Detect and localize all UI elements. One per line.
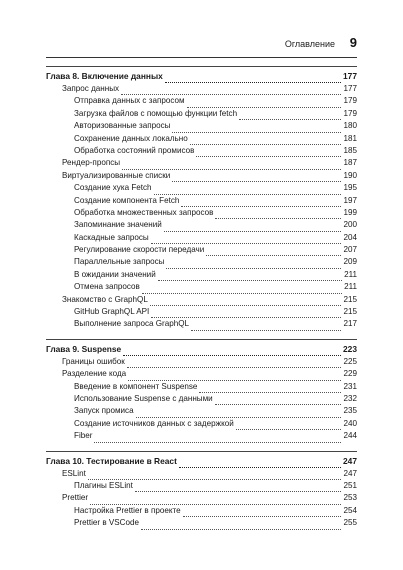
dot-leader [151,308,341,318]
subsection-entry [46,256,357,268]
dot-leader [164,222,342,232]
dot-leader [154,185,342,195]
subsection-entry [46,244,357,256]
subsection-entry [46,195,357,207]
entry-page-number: 217 [343,319,357,329]
dot-leader [239,110,341,120]
entry-title: Глава 8. Включение данных [46,71,163,81]
subsection-entry [46,207,357,219]
entry-title: Выполнение запроса GraphQL [74,319,190,329]
entry-page-number: 180 [343,121,357,131]
entry-page-number: 211 [344,282,357,292]
entry-page-number: 251 [343,480,357,490]
dot-leader [181,197,341,207]
entry-page-number: 195 [343,183,357,193]
subsection-entry [46,393,357,405]
entry-page-number: 225 [343,356,357,366]
entry-title: ESLint [62,468,86,478]
page-header [46,33,357,58]
section-entry [46,170,357,182]
dot-leader [165,73,341,83]
entry-page-number: 231 [343,381,357,391]
entry-title: Загрузка файлов с помощью функции fetch [74,108,238,118]
section-entry [46,294,357,306]
entry-title: Разделение кода [62,369,127,379]
subsection-entry [46,133,357,145]
subsection-entry [46,430,357,442]
entry-title: Настройка Prettier в проекте [74,505,181,515]
chapter-entry [46,454,357,468]
dot-leader [215,395,342,405]
entry-title: Рендер-пропсы [62,158,121,168]
entry-page-number: 190 [343,170,357,180]
dot-leader [196,147,341,157]
dot-leader [206,246,341,256]
entry-title: Отмена запросов [74,282,140,292]
chapter-section [46,66,357,331]
entry-title: GitHub GraphQL API [74,307,150,317]
entry-page-number: 247 [343,468,357,478]
section-entry [46,157,357,169]
entry-page-number: 211 [344,269,357,279]
entry-title: Создание компонента Fetch [74,195,180,205]
entry-page-number: 179 [343,108,357,118]
running-title: Оглавление [284,39,335,49]
entry-title: Prettier [62,493,89,503]
entry-page-number: 207 [343,245,357,255]
dot-leader [94,433,341,443]
section-entry [46,368,357,380]
entry-page-number: 199 [343,207,357,217]
dot-leader [199,383,341,393]
entry-page-number: 187 [343,158,357,168]
dot-leader [90,495,341,505]
section-entry [46,83,357,95]
subsection-entry [46,281,357,293]
entry-title: Введение в компонент Suspense [74,381,198,391]
entry-title: Глава 9. Suspense [46,343,122,354]
entry-title: Запрос данных [62,83,120,93]
entry-page-number: 181 [343,133,357,143]
entry-title: Регулирование скорости передачи [74,245,205,255]
chapter-section [46,339,357,443]
dot-leader [190,135,342,145]
entry-page-number: 185 [343,145,357,155]
entry-title: Виртуализированные списки [62,170,171,180]
dot-leader [123,346,341,356]
page-number: 9 [349,35,357,50]
dot-leader [172,172,341,182]
entry-title: Использование Suspense с данными [74,393,213,403]
section-entry [46,356,357,368]
entry-title: Знакомство с GraphQL [62,294,148,304]
entry-title: Каскадные запросы [74,232,149,242]
dot-leader [122,160,341,170]
entry-page-number: 240 [343,418,357,428]
subsection-entry [46,381,357,393]
subsection-entry [46,505,357,517]
dot-leader [150,296,342,306]
entry-title: В ожидании значений [74,269,156,279]
dot-leader [215,209,341,219]
entry-title: Отправка данных с запросом [74,96,185,106]
entry-page-number: 253 [343,493,357,503]
dot-leader [172,123,341,133]
subsection-entry [46,145,357,157]
subsection-entry [46,269,357,281]
entry-title: Fiber [74,431,93,441]
subsection-entry [46,418,357,430]
chapter-section [46,451,357,530]
dot-leader [166,259,341,269]
subsection-entry [46,120,357,132]
dot-leader [141,520,341,530]
entry-title: Обработка множественных запросов [74,207,214,217]
entry-page-number: 215 [343,307,357,317]
subsection-entry [46,219,357,231]
entry-page-number: 247 [343,455,357,466]
entry-page-number: 177 [343,83,357,93]
dot-leader [88,470,342,480]
dot-leader [136,408,342,418]
chapter-entry [46,69,357,83]
entry-title: Prettier в VSCode [74,518,140,528]
entry-title: Параллельные запросы [74,257,165,267]
entry-page-number: 209 [343,257,357,267]
entry-page-number: 235 [343,406,357,416]
entry-page-number: 244 [343,431,357,441]
dot-leader [127,358,342,368]
entry-title: Границы ошибок [62,356,125,366]
entry-title: Глава 10. Тестирование в React [46,455,177,466]
entry-page-number: 254 [343,505,357,515]
dot-leader [179,458,341,468]
dot-leader [187,98,342,108]
entry-page-number: 177 [343,71,357,81]
subsection-entry [46,517,357,529]
entry-page-number: 200 [343,220,357,230]
entry-page-number: 215 [343,294,357,304]
section-entry [46,492,357,504]
table-of-contents [46,66,357,530]
subsection-entry [46,232,357,244]
subsection-entry [46,405,357,417]
dot-leader [135,482,342,492]
entry-title: Авторизованные запросы [74,121,171,131]
entry-title: Обработка состояний промисов [74,145,195,155]
dot-leader [183,507,342,517]
subsection-entry [46,306,357,318]
dot-leader [128,371,341,381]
entry-title: Запуск промиса [74,406,134,416]
chapter-entry [46,342,357,356]
section-entry [46,468,357,480]
entry-page-number: 255 [343,518,357,528]
subsection-entry [46,318,357,330]
entry-title: Плагины ESLint [74,480,133,490]
entry-title: Создание источников данных с задержкой [74,418,234,428]
entry-page-number: 232 [343,393,357,403]
entry-title: Запоминание значений [74,220,162,230]
entry-page-number: 204 [343,232,357,242]
subsection-entry [46,95,357,107]
subsection-entry [46,182,357,194]
subsection-entry [46,108,357,120]
subsection-entry [46,480,357,492]
entry-page-number: 223 [343,343,357,354]
dot-leader [142,284,342,294]
entry-page-number: 197 [343,195,357,205]
entry-page-number: 229 [343,369,357,379]
dot-leader [191,321,341,331]
dot-leader [236,420,342,430]
dot-leader [151,234,342,244]
entry-page-number: 179 [343,96,357,106]
entry-title: Сохранение данных локально [74,133,188,143]
entry-title: Создание хука Fetch [74,183,152,193]
dot-leader [121,85,341,95]
dot-leader [158,271,342,281]
